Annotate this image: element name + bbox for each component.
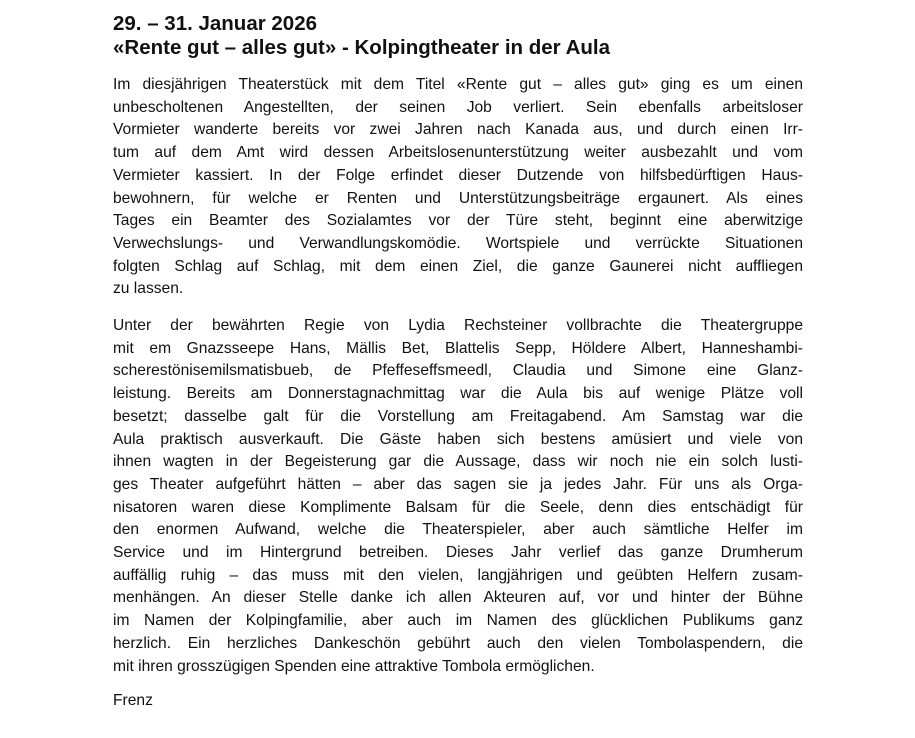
- paragraph-review: [113, 315, 803, 678]
- text-line: bewohnern, für welche er Renten und Unterstützungsbeiträge ergaunert. Als eines: [113, 189, 803, 207]
- text-line: Aula praktisch ausverkauft. Die Gäste haben sich bestens amüsiert und viele von: [113, 430, 803, 448]
- text-line: ges Theater aufgeführt hätten – aber das sagen sie ja jedes Jahr. Für uns als Orga-: [113, 475, 803, 493]
- author-signature: Frenz: [113, 692, 153, 710]
- text-line: ihnen wagten in der Begeisterung gar die Aussage, dass wir noch nie ein solch lusti-: [113, 453, 803, 471]
- text-line: Vormieter wanderte bereits vor zwei Jahren nach Kanada aus, und durch einen Irr-: [113, 121, 803, 139]
- text-line: tum auf dem Amt wird dessen Arbeitslosenunterstützung weiter ausbezahlt und vom: [113, 144, 803, 162]
- text-line: im Namen der Kolpingfamilie, aber auch im Namen des glücklichen Publikums ganz: [113, 612, 803, 630]
- text-line: auffällig ruhig – das muss mit den vielen, langjährigen und geübten Helfern zusam-: [113, 566, 803, 584]
- article-date: 29. – 31. Januar 2026: [113, 12, 318, 35]
- text-line: folgten Schlag auf Schlag, mit dem einen Ziel, die ganze Gaunerei nicht auffliegen: [113, 257, 803, 275]
- text-line: Verwechslungs- und Verwandlungskomödie. Wortspiele und verrückte Situationen: [113, 234, 803, 252]
- article: [113, 12, 803, 713]
- text-line: menhängen. An dieser Stelle danke ich allen Akteuren auf, vor und hinter der Bühne: [113, 589, 803, 607]
- text-line: zu lassen.: [113, 280, 184, 298]
- text-line: besetzt; dasselbe galt für die Vorstellung am Freitagabend. Am Samstag war die: [113, 407, 803, 425]
- text-line: mit em Gnazsseepe Hans, Mällis Bet, Blattelis Sepp, Höldere Albert, Hanneshambi-: [113, 339, 803, 357]
- paragraph-plot: [113, 74, 803, 301]
- text-line: herzlich. Ein herzliches Dankeschön gebührt auch den vielen Tombolaspendern, die: [113, 634, 803, 652]
- text-line: mit ihren grosszügigen Spenden eine attraktive Tombola ermöglichen.: [113, 657, 595, 675]
- text-line: leistung. Bereits am Donnerstagnachmittag war die Aula bis auf wenige Plätze voll: [113, 385, 803, 403]
- text-line: Unter der bewährten Regie von Lydia Rechsteiner vollbrachte die Theatergruppe: [113, 317, 803, 335]
- text-line: Vermieter kassiert. In der Folge erfindet dieser Dutzende von hilfsbedürftigen Haus-: [113, 166, 803, 184]
- text-line: Im diesjährigen Theaterstück mit dem Titel «Rente gut – alles gut» ging es um einen: [113, 76, 803, 93]
- text-line: Tages ein Beamter des Sozialamtes vor der Türe steht, beginnt eine aberwitzige: [113, 212, 803, 230]
- article-title: «Rente gut – alles gut» - Kolpingtheater in der Aula: [113, 36, 611, 59]
- text-line: scherestönisemilsmatisbueb, de Pfeffeseffsmeedl, Claudia und Simone eine Glanz-: [113, 362, 803, 380]
- text-line: Service und im Hintergrund betreiben. Dieses Jahr verlief das ganze Drumherum: [113, 544, 803, 562]
- text-line: unbescholtenen Angestellten, der seinen Job verliert. Sein ebenfalls arbeitsloser: [113, 98, 803, 116]
- text-line: den enormen Aufwand, welche die Theaterspieler, aber auch sämtliche Helfer im: [113, 521, 803, 539]
- text-line: nisatoren waren diese Komplimente Balsam für die Seele, denn dies entschädigt für: [113, 498, 803, 516]
